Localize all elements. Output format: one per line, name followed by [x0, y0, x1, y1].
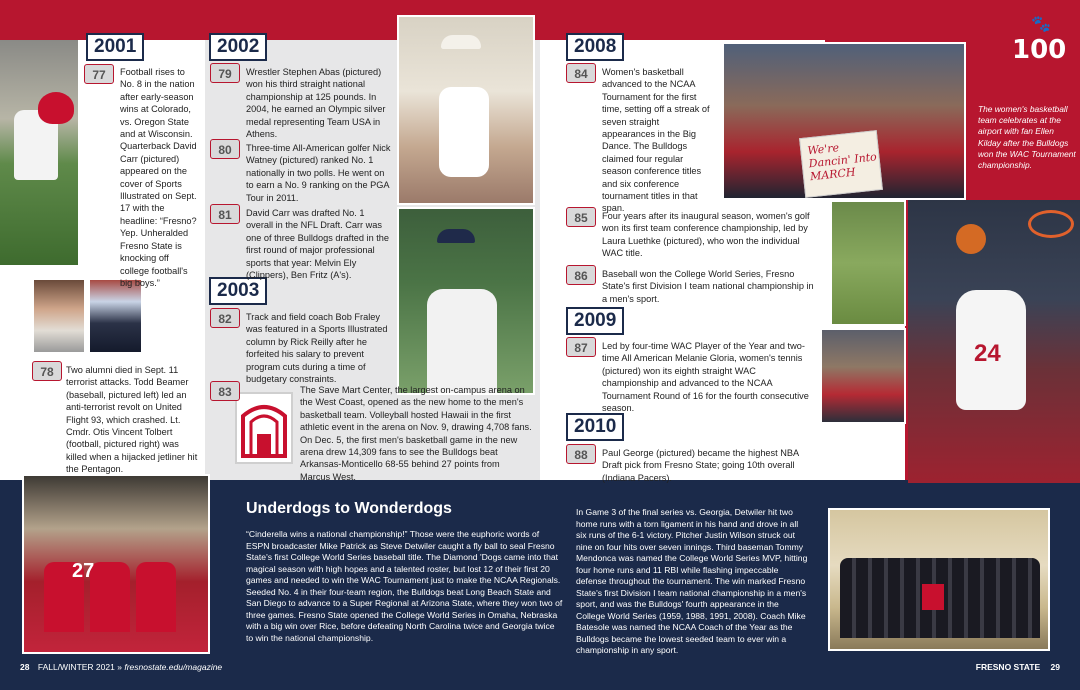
item-number: 77 — [84, 64, 114, 84]
footer-separator: » — [117, 662, 122, 672]
item-number: 81 — [210, 204, 240, 224]
photo-caption: The women's basketball team celebrates at the airport with fan Ellen Kilday after the Bulldogs won the WAC Tournament championship. — [978, 104, 1076, 171]
item-text: Track and field coach Bob Fraley was featured in a Sports Illustrated column by Rick Reilly after he forfeited his salary to prevent program cuts during a time of budgetary constraints. — [246, 312, 388, 385]
photo-womens-tennis — [820, 328, 906, 424]
story-title: Underdogs to Wonderdogs — [246, 500, 452, 517]
item-text: Three-time All-American golfer Nick Watney (pictured) ranked No. 1 nationally in two polls. He went on to earn a No. 9 ranking on the PGA Tour in 2011. — [246, 143, 391, 203]
centennial-logo: 100 — [1012, 35, 1067, 65]
item-number: 87 — [566, 337, 596, 357]
photo-david-carr — [0, 40, 78, 265]
item-number: 85 — [566, 207, 596, 227]
save-mart-center-icon — [235, 392, 293, 464]
photo-detail — [956, 224, 986, 254]
photo-detail — [38, 92, 74, 124]
sign-text: We're Dancin' Into MARCH — [806, 141, 878, 184]
photo-paul-george — [908, 200, 1080, 483]
story-column-2: In Game 3 of the final series vs. Georgia, Detwiler hit two home runs with a torn ligament in his hand and drove in all six runs of the 6-1 victory. Pitcher Justin Wilson struck out nine on four hits over seven innings. Third baseman Tommy Mendonca was named the College World Series MVP, hitting four home runs and 11 RBI while flashing impeccable defense throughout the tournament. The win marked Fresno State's first Division I team national championship in a men's sport, and was the Bulldogs' fourth appearance in the College World Series (1959, 1988, 1991, 2008). Coach Mike Batesole was named the NCAA Coach of the Year as the Bulldogs became the lowest seeded team to ever win a championship in any sport. — [576, 507, 808, 655]
year-2003: 2003 — [209, 277, 267, 305]
photo-todd-beamer — [32, 278, 86, 354]
brand-logo: FRESNO STATE — [975, 662, 1041, 672]
photo-detail — [437, 229, 475, 243]
item-number: 80 — [210, 139, 240, 159]
photo-stephen-abas — [397, 15, 535, 205]
photo-detail — [136, 562, 176, 632]
celebration-sign — [799, 130, 883, 198]
story-column-1: “Cinderella wins a national championship!” Those were the euphoric words of ESPN broadcaster Mike Patrick as Steve Detwiler caught a fly ball to seal Fresno State's first College World Series baseball title. The Diamond 'Dogs came into that magical season with high hopes and a talented roster, but lost 12 of their first 20 games and needed to win the WAC Tournament just to make the NCAA Regionals. Seeded No. 4 in their four-team region, the Bulldogs beat Long Beach State and San Diego to advance to a Super Regional at Arizona State, where they won two of three games. Fresno State opened the College World Series in Omaha, Nebraska with a big win over Rice, before defeating North Carolina twice and Georgia twice to win the national championship. — [246, 529, 563, 643]
item-text: Women's basketball advanced to the NCAA Tournament for the first time, setting off a streak of seven straight appearances in the Big Dance. The Bulldogs claimed four regular season conference titles and six conference tournament titles in that span. — [602, 67, 710, 214]
photo-otis-tolbert — [88, 278, 143, 354]
jersey-number: 24 — [974, 340, 1001, 367]
photo-detail — [1028, 210, 1074, 238]
photo-detail — [439, 87, 489, 177]
item-number: 84 — [566, 63, 596, 83]
item-text: Four years after its inaugural season, women's golf won its first team conference championship, led by Laura Luethke (pictured), who won the individual WAC title. — [602, 211, 810, 259]
magazine-url[interactable]: fresnostate.edu/magazine — [124, 662, 223, 672]
photo-detail — [427, 289, 497, 395]
photo-laura-luethke — [830, 200, 906, 326]
item-text: Wrestler Stephen Abas (pictured) won his third straight national championship at 125 pounds. In 2004, he earned an Olympic silver medal representing Team USA in Athens. — [246, 67, 386, 140]
photo-detail — [922, 584, 944, 610]
item-text: The Save Mart Center, the largest on-campus arena on the West Coast, opened as the new home to the men's basketball team. Volleyball hosted Hawaii in the first athletic event in the arena on Nov. 9, drawing 4,708 fans. On Dec. 5, the first men's basketball game in the new arena drew 14,309 fans to see the Bulldogs beat Arkansas-Monticello 68-55 behind 27 points from Marcus West. — [300, 385, 532, 482]
issue-label: FALL/WINTER 2021 — [37, 662, 115, 672]
footer-right — [968, 662, 1060, 672]
item-number: 79 — [210, 63, 240, 83]
item-text: David Carr was drafted No. 1 overall in the NFL Draft. Carr was one of three Bulldogs drafted in the first round of major professional sports that year: Melvin Ely (Clippers), Ben Fritz (A's). — [246, 208, 390, 281]
photo-nick-watney — [397, 207, 535, 395]
item-number: 78 — [32, 361, 62, 381]
year-2008: 2008 — [566, 33, 624, 61]
jersey-number: 27 — [72, 560, 95, 582]
photo-detail — [90, 562, 130, 632]
item-number: 86 — [566, 265, 596, 285]
photo-womens-basketball-team — [722, 42, 966, 200]
item-text: Baseball won the College World Series, Fresno State's first Division I team national championship in a men's sport. — [602, 269, 814, 304]
photo-baseball-team — [22, 474, 210, 654]
page-number-right: 29 — [1050, 662, 1060, 672]
item-text: Led by four-time WAC Player of the Year and two-time All American Melanie Gloria, women's tennis (pictured) won its eighth straight WAC championship and advanced to the NCAA Tournament Round of 16 for the fourth consecutive season. — [602, 341, 809, 414]
photo-detail — [441, 35, 481, 49]
year-2001: 2001 — [86, 33, 144, 61]
item-number: 82 — [210, 308, 240, 328]
year-2009: 2009 — [566, 307, 624, 335]
item-number: 83 — [210, 381, 240, 401]
item-number: 88 — [566, 444, 596, 464]
year-2010: 2010 — [566, 413, 624, 441]
item-text: Two alumni died in Sept. 11 terrorist attacks. Todd Beamer (baseball, pictured left) led an anti-terrorist revolt on United Flight 93, which crashed. Lt. Cmdr. Otis Vincent Tolbert (football, pictured right) was killed when a hijacked jetliner hit the Pentagon. — [66, 365, 198, 475]
item-text: Paul George (pictured) became the highest NBA Draft pick from Fresno State; going 10th overall (Indiana Pacers). — [602, 448, 799, 483]
item-text: Football rises to No. 8 in the nation after early-season wins at Colorado, vs. Oregon State and at Wisconsin. Quarterback David Carr (pictured) appeared on the cover of Sports Illustrated on Sept. 17 with the headline: “Fresno? Yep. Unheralded Fresno State is knocking off college football's big boys.” — [120, 67, 197, 288]
bulldog-icon: 🐾 — [1031, 16, 1051, 33]
page-number-left: 28 — [20, 662, 30, 672]
year-2002: 2002 — [209, 33, 267, 61]
footer-left — [20, 662, 222, 672]
arena-icon — [237, 394, 291, 462]
photo-white-house-visit — [828, 508, 1050, 651]
